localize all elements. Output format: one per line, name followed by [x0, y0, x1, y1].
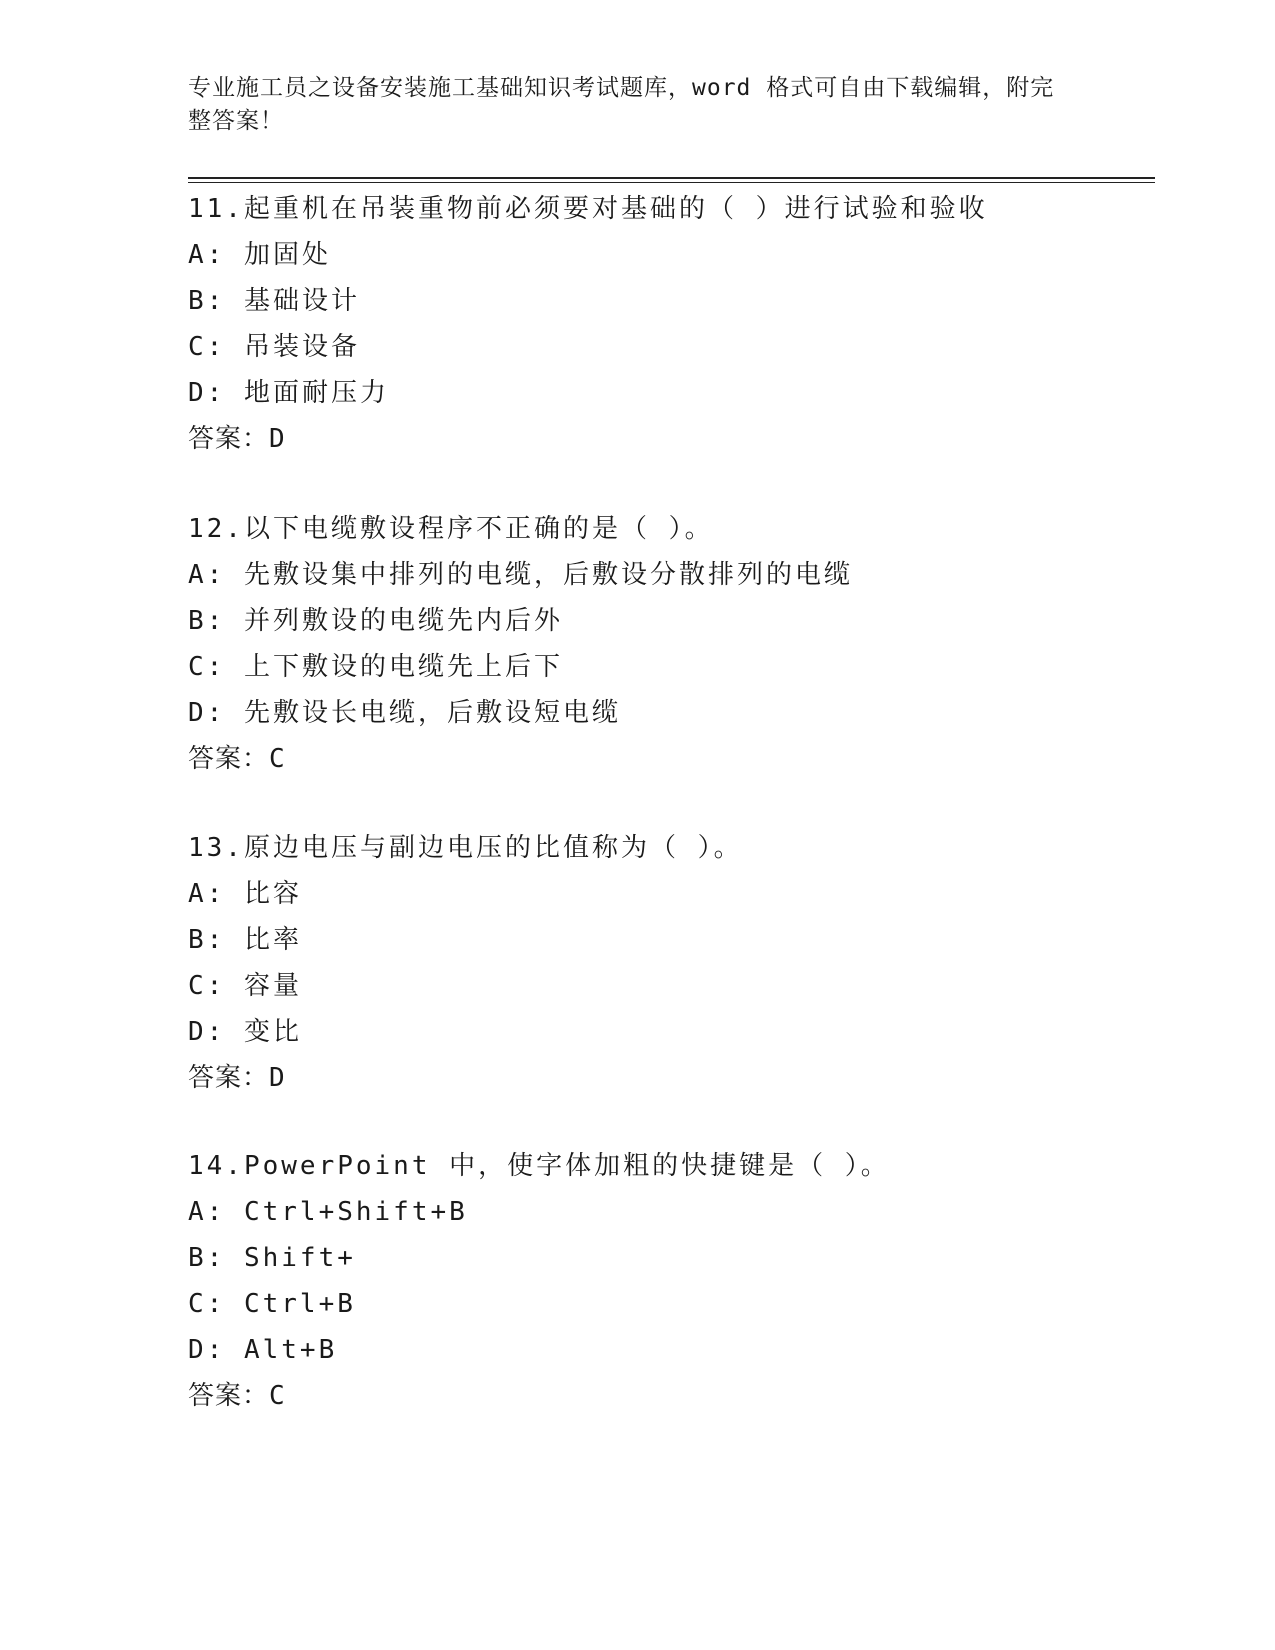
header-line-2: 整答案！ [188, 108, 284, 134]
header-divider-thick [188, 177, 1155, 179]
option-a: A: 先敷设集中排列的电缆，后敷设分散排列的电缆 [188, 560, 853, 590]
question-12 [188, 506, 1148, 782]
option-b: B: 比率 [188, 925, 302, 955]
question-11 [188, 186, 1148, 462]
question-stem: 12.以下电缆敷设程序不正确的是（ ）。 [188, 514, 714, 544]
option-c: C: 吊装设备 [188, 332, 360, 362]
question-14 [188, 1143, 1148, 1419]
option-c: C: Ctrl+B [188, 1289, 356, 1319]
answer: 答案：C [188, 1381, 286, 1411]
answer: 答案：C [188, 744, 286, 774]
question-stem: 14.PowerPoint 中，使字体加粗的快捷键是（ ）。 [188, 1151, 890, 1181]
answer: 答案：D [188, 424, 286, 454]
option-d: D: 地面耐压力 [188, 378, 389, 408]
option-a: A: 加固处 [188, 240, 331, 270]
option-b: B: 并列敷设的电缆先内后外 [188, 606, 563, 636]
option-b: B: 基础设计 [188, 286, 360, 316]
option-d: D: 先敷设长电缆，后敷设短电缆 [188, 698, 621, 728]
option-c: C: 上下敷设的电缆先上后下 [188, 652, 563, 682]
option-a: A: Ctrl+Shift+B [188, 1197, 468, 1227]
document-header [188, 72, 1068, 138]
option-c: C: 容量 [188, 971, 302, 1001]
question-stem: 13.原边电压与副边电压的比值称为（ ）。 [188, 833, 743, 863]
option-a: A: 比容 [188, 879, 302, 909]
question-stem: 11.起重机在吊装重物前必须要对基础的（ ）进行试验和验收 [188, 194, 988, 224]
answer: 答案：D [188, 1063, 286, 1093]
question-13 [188, 825, 1148, 1101]
header-line-1: 专业施工员之设备安装施工基础知识考试题库，word 格式可自由下载编辑，附完 [188, 75, 1055, 101]
option-b: B: Shift+ [188, 1243, 356, 1273]
option-d: D: 变比 [188, 1017, 302, 1047]
header-divider-thin [188, 182, 1155, 183]
option-d: D: Alt+B [188, 1335, 338, 1365]
